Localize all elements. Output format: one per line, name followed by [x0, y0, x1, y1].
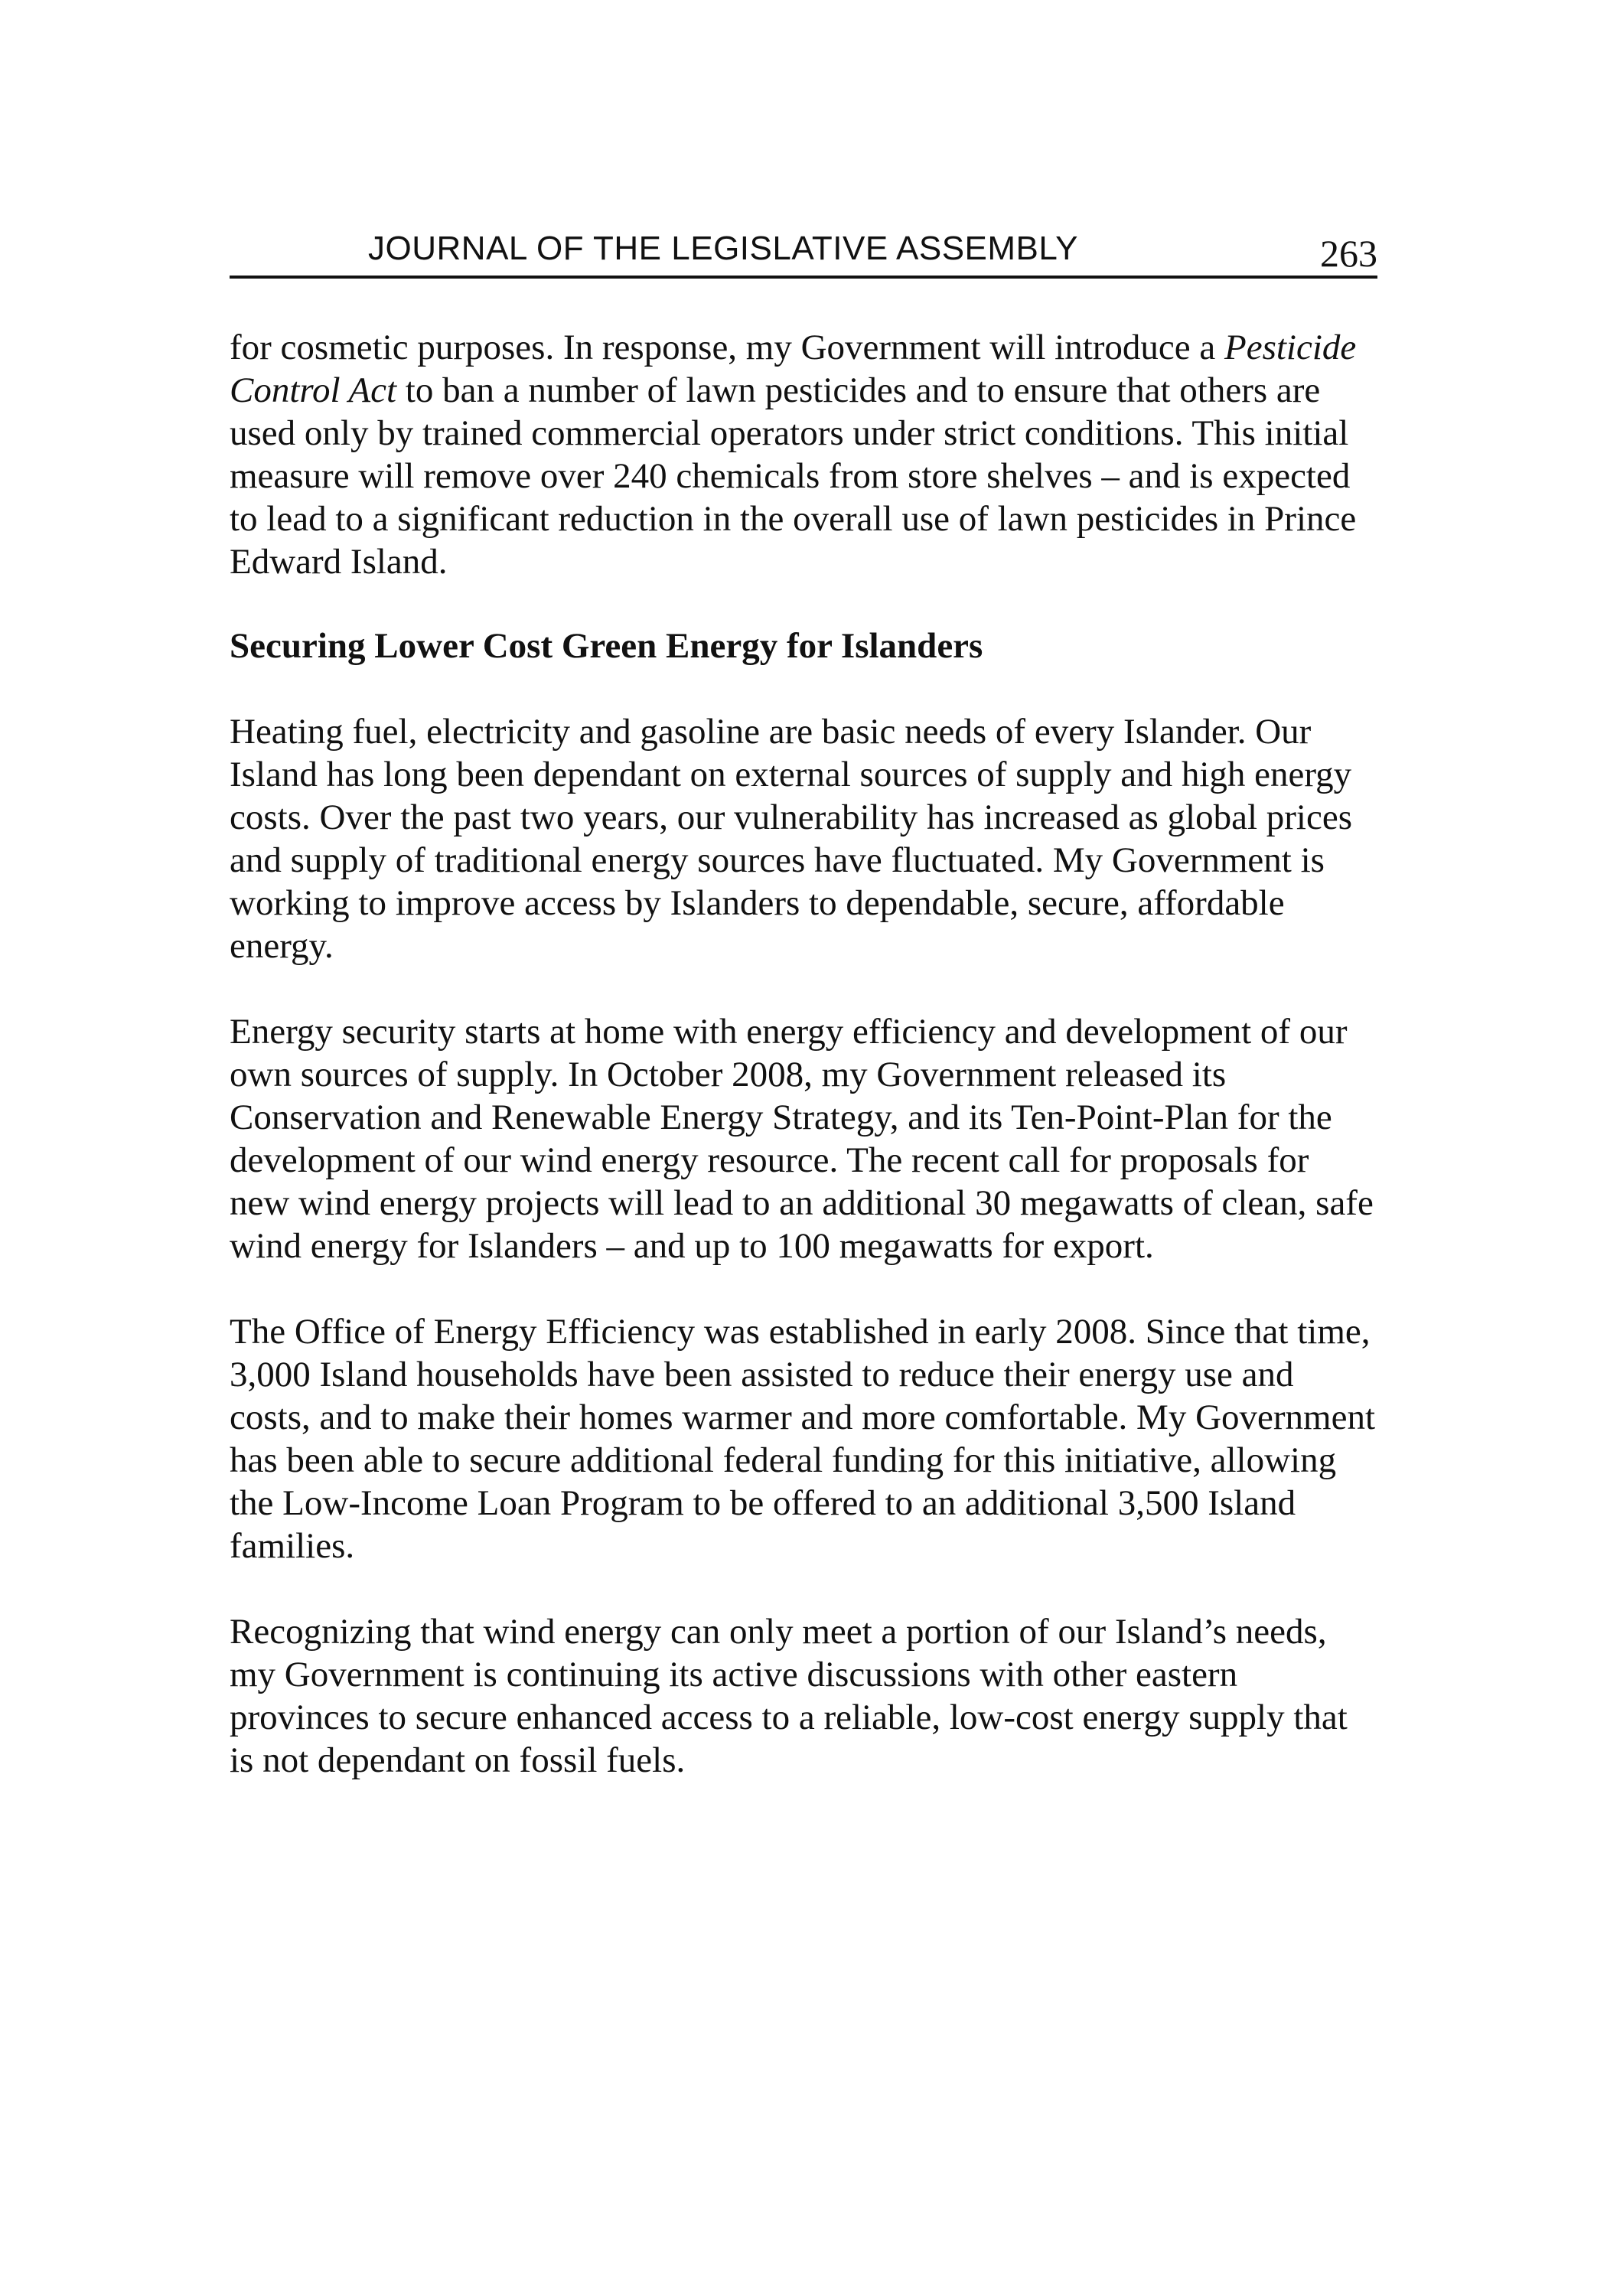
paragraph-energy-needs: Heating fuel, electricity and gasoline are basic needs of every Islander. Our Island has long been dependant on external sources of supply and high energy costs. Over the past two years, our vulnerability has increased as global prices and supply of traditional energy sources have fluctuated. My Government is working to improve access by Islanders to dependable, secure, affordable energy. [230, 712, 1353, 966]
journal-title: JOURNAL OF THE LEGISLATIVE ASSEMBLY [368, 230, 1078, 267]
paragraph-energy-security: Energy security starts at home with energy efficiency and development of our own sources of supply. In October 2008, my Government released its Conservation and Renewable Energy Strategy, and its Ten-Point-Plan for the development of our wind energy resource. The recent call for proposals for new wind energy projects will lead to an additional 30 megawatts of clean, safe wind energy for Islanders – and up to 100 megawatts for export. [230, 1012, 1374, 1266]
section-heading: Securing Lower Cost Green Energy for Islanders [230, 626, 983, 666]
act-title: Pesticide Control Act [230, 328, 1357, 410]
page-number: 263 [1320, 232, 1377, 275]
intro-text-end: to ban a number of lawn pesticides and to ensure that others are used only by trained commercial operators under strict conditions. This initial measure will remove over 240 chemicals from store shelves – and is expected to lead to a significant reduction in the overall use of lawn pesticides in Prince Edward Island. [230, 370, 1357, 582]
intro-paragraph [230, 326, 1377, 583]
intro-text-start: for cosmetic purposes. In response, my Government will introduce a [230, 328, 1225, 367]
running-header [230, 230, 1377, 279]
document-page [230, 230, 1377, 1782]
paragraph-energy-efficiency: The Office of Energy Efficiency was established in early 2008. Since that time, 3,000 Island households have been assisted to reduce their energy use and costs, and to make their homes warmer and more comfortable. My Government has been able to secure additional federal funding for this initiative, allowing the Low-Income Loan Program to be offered to an additional 3,500 Island families. [230, 1312, 1376, 1566]
paragraph-regional-supply: Recognizing that wind energy can only meet a portion of our Island’s needs, my Government is continuing its active discussions with other eastern provinces to secure enhanced access to a reliable, low-cost energy supply that is not dependant on fossil fuels. [230, 1612, 1348, 1780]
